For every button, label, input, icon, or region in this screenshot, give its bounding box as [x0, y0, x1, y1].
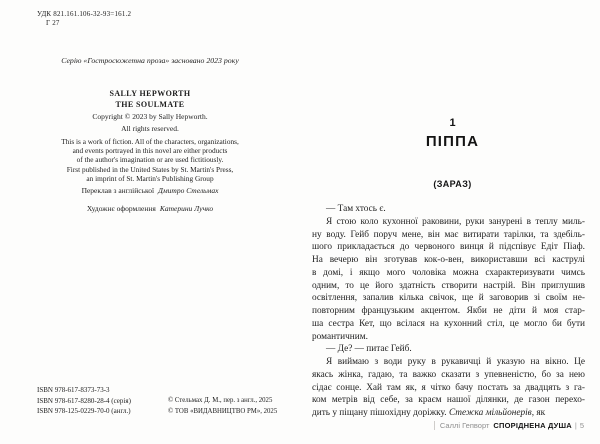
body-line: дить у піщану пішохідну доріжку. Стежка мільйонерів, як: [312, 408, 546, 418]
body-line: одним, то це його здатність створити настрій. Він приглушив: [312, 280, 585, 291]
body-line: шого прикладається до червоного винця й підспівує Едіт Піаф.: [312, 242, 585, 253]
body-line: Я стою коло кухонної раковини, руки занурені в теплу миль-: [326, 216, 585, 227]
body-text: [312, 203, 585, 420]
author-sign-code: Г 27: [46, 19, 60, 27]
fiction-notice-line: This is a work of fiction. All of the characters, organizations,: [61, 137, 239, 146]
isbn-block: [37, 385, 131, 417]
designer-label: Художнє оформлення: [86, 204, 156, 213]
rights-line: © Стельмах Д. М., пер. з англ., 2025: [168, 397, 273, 404]
body-line: — Там хтось є.: [326, 204, 386, 214]
rights-reserved-line: All rights reserved.: [121, 124, 179, 133]
footer-page-number: 5: [579, 421, 584, 430]
footer-separator: |: [574, 421, 577, 430]
original-author: SALLY HEPWORTH: [109, 89, 191, 98]
fiction-notice-line: an imprint of St. Martin's Publishing Group: [86, 173, 214, 183]
body-line: На вечерю він зготував кок-о-вен, використавши всі каструлі: [312, 255, 585, 265]
translator-credit: [0, 186, 300, 195]
body-line: ну воду. Гейб поруч мене, він має витирати тарілки, та здебіль-: [312, 229, 585, 240]
rights-block: [168, 396, 277, 417]
body-line: романтичним.: [312, 331, 368, 342]
translator-name: Дмитро Стельмах: [158, 186, 219, 195]
rights-line: © ТОВ «ВИДАВНИЦТВО РМ», 2025: [168, 407, 278, 415]
body-line: сідає сонце. Хай там як, я чітко бачу постать за двадцять з га-: [312, 382, 585, 393]
original-title: THE SOULMATE: [115, 100, 185, 109]
fiction-notice-line: and events portrayed in this novel are either products: [72, 146, 228, 156]
body-line: ша сестра Кет, що всілася на кухонний стіл, це могло би бути: [312, 318, 585, 329]
body-line: в домі, і якщо мого чоловіка можна схарактеризувати чимсь: [312, 267, 585, 278]
footer-book-title: СПОРІДНЕНА ДУША: [493, 421, 572, 430]
chapter-subtitle: (ЗАРАЗ): [433, 179, 472, 189]
translator-label: Переклав з англійської: [81, 186, 155, 195]
body-line: Я виймаю з води руку в рукавичці й указую на вікно. Це: [326, 357, 585, 367]
body-line: освітлення, запалив кілька свічок, ще й заговорив зі своїм не-: [312, 293, 585, 304]
footer-author: Саллі Гепворт: [439, 421, 490, 430]
designer-credit: [0, 204, 300, 213]
running-footer: [434, 421, 584, 430]
fiction-notice: [0, 137, 300, 183]
isbn-line: ISBN 978-125-0229-70-0 (англ.): [37, 407, 131, 416]
udk-code: УДК 821.161.106-32-93=161.2: [37, 10, 132, 18]
designer-name: Катерини Лучко: [159, 204, 214, 213]
chapter-page: [300, 0, 600, 444]
copyright-line: Copyright © 2023 by Sally Hepworth.: [92, 112, 208, 121]
isbn-line: ISBN 978-617-8280-28-4 (серія): [37, 396, 131, 405]
chapter-number: 1: [449, 117, 456, 129]
fiction-notice-line: First published in the United States by St. Martin's Press,: [66, 164, 234, 174]
isbn-line: ISBN 978-617-8373-73-3: [37, 386, 110, 394]
fiction-notice-line: of the author's imagination or are used fictitiously.: [76, 155, 224, 165]
chapter-title: ПІППА: [425, 133, 480, 150]
udk-block: [37, 10, 131, 28]
body-line: якась жінка, гадаю, та важко сказати з упевненістю, бо за нею: [312, 369, 585, 380]
body-line: ком метрів від себе, за краєм нашої ділянки, де газон перехо-: [312, 395, 585, 406]
body-line: — Де? — питає Гейб.: [326, 344, 412, 355]
body-line: повторним французьким акцентом. Якби не діти й моя стар-: [312, 306, 585, 316]
series-note: Серію «Гостросюжетна проза» засновано 2023 року: [61, 56, 239, 65]
